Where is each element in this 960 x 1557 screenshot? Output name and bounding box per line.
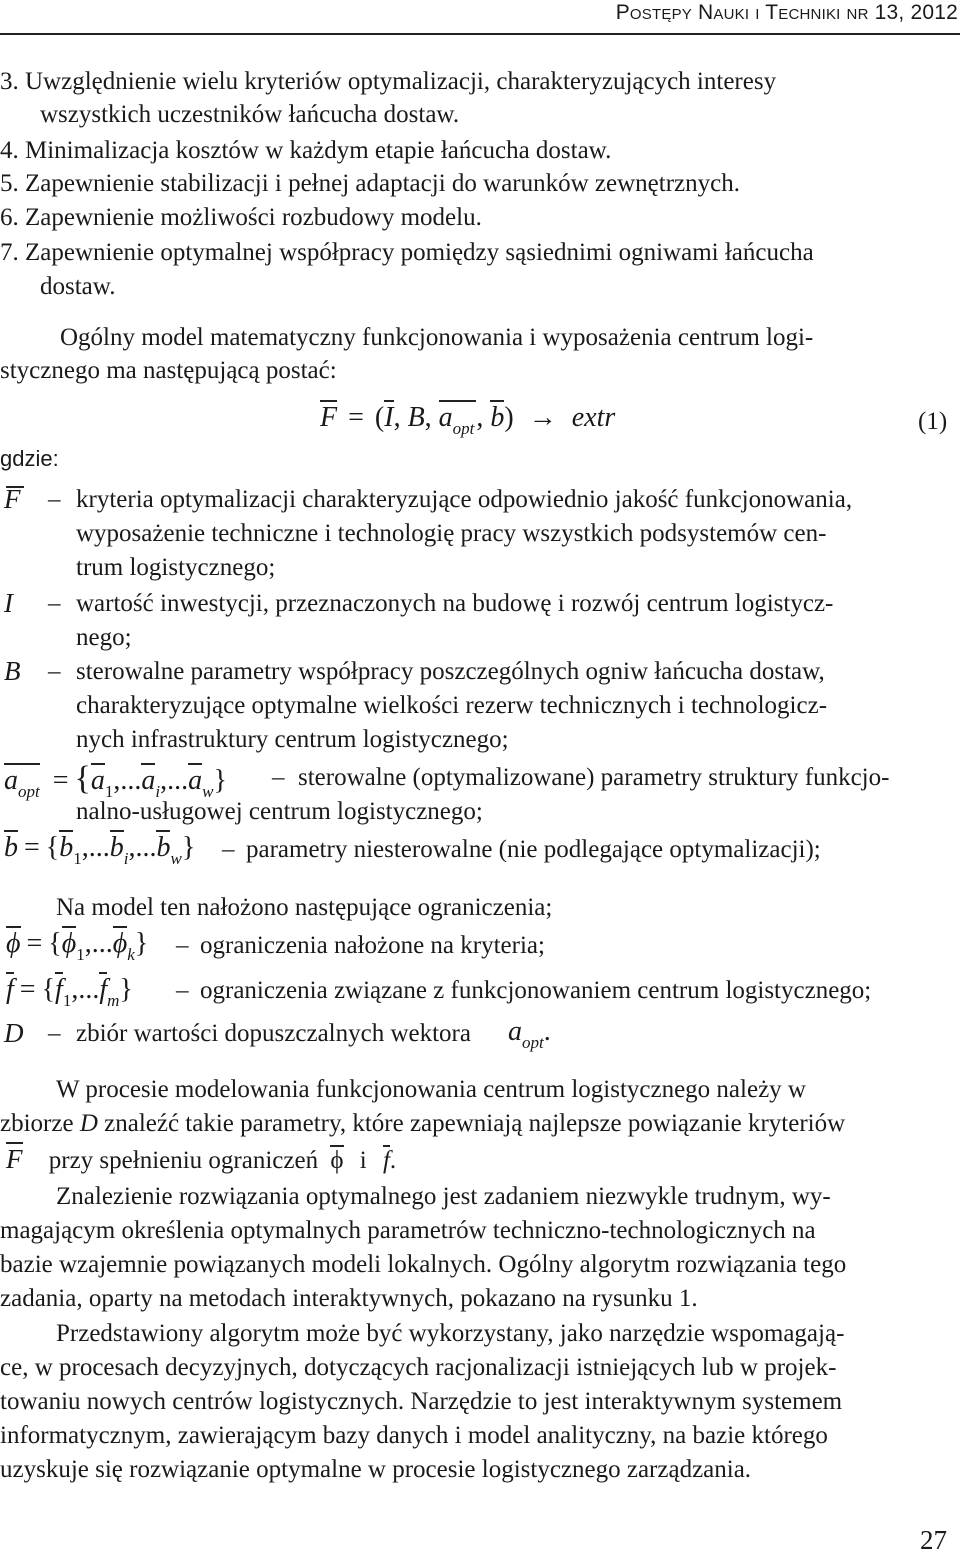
- dash: –: [222, 836, 235, 863]
- def-b-line1: parametry niesterowalne (nie podlegające optymalizacji);: [246, 836, 821, 863]
- list-item-5: 5. Zapewnienie stabilizacji i pełnej adaptacji do warunków zewnętrznych.: [0, 170, 740, 197]
- para3-line3: towaniu nowych centrów logistycznych. Narzędzie to jest interaktywnym systemem: [0, 1388, 843, 1415]
- gdzie-label: gdzie:: [0, 446, 59, 471]
- equation-number: (1): [918, 408, 948, 435]
- para1-line2: zbiorze D znaleźć takie parametry, które zapewniają najlepsze powiązanie kryteriów: [0, 1110, 846, 1137]
- dash: –: [272, 764, 285, 791]
- def-F-line1: kryteria optymalizacji charakteryzujące odpowiednio jakość funkcjonowania,: [76, 486, 853, 513]
- constraints-intro: Na model ten nałożono następujące ograniczenia;: [56, 894, 553, 921]
- list-item-4: 4. Minimalizacja kosztów w każdym etapie łańcucha dostaw.: [0, 137, 612, 164]
- equation-1: F = (I, B, $a_{opt}$, b) → extr: [320, 402, 616, 438]
- dash: –: [48, 486, 61, 513]
- def-B-line1: sterowalne parametry współpracy poszczególnych ogniw łańcucha dostaw,: [76, 658, 825, 685]
- dash: –: [176, 977, 189, 1004]
- dash: –: [48, 658, 61, 685]
- list-item-6: 6. Zapewnienie możliwości rozbudowy modelu.: [0, 204, 482, 231]
- formula-f: $f = \{f_1,...f_m\}$: [6, 974, 133, 1010]
- header-rule: [0, 33, 960, 35]
- symbol-D: D: [4, 1018, 24, 1048]
- def-a-line1: sterowalne (optymalizowane) parametry struktury funkcjo-: [298, 764, 890, 791]
- symbol-F: F: [4, 484, 21, 514]
- constraint-f-text: ograniczenia związane z funkcjonowaniem centrum logistycznego;: [200, 977, 872, 1004]
- formula-b: $b = \{b_1,...b_i,...b_w\}$: [4, 832, 196, 868]
- para2-line3: bazie wzajemnie powiązanych modeli lokalnych. Ogólny algorytm rozwiązania tego: [0, 1251, 847, 1278]
- def-I-line2: nego;: [76, 624, 132, 651]
- formula-phi: $\phi = \{\phi_1,...\phi_k\}$: [6, 928, 149, 964]
- def-a-line2: nalno-usługowej centrum logistycznego;: [76, 798, 483, 825]
- para2-line2: magającym określenia optymalnych parametrów techniczno-technologicznych na: [0, 1217, 816, 1244]
- running-header: Postępy Nauki i Techniki nr 13, 2012: [615, 1, 958, 24]
- formula-a-opt: $a_{opt} = \{a_1,...a_i,...a_w\}$: [4, 760, 227, 801]
- def-F-line2: wyposażenie techniczne i technologię pracy wszystkich podsystemów cen-: [76, 520, 827, 547]
- list-item-7-line2: dostaw.: [40, 273, 116, 300]
- dash: –: [176, 932, 189, 959]
- para3-line5: uzyskuje się rozwiązanie optymalne w procesie logistycznego zarządzania.: [0, 1456, 752, 1483]
- def-B-line3: nych infrastruktury centrum logistycznego;: [76, 726, 509, 753]
- intro-line2: stycznego ma następującą postać:: [0, 357, 337, 384]
- para3-line1: Przedstawiony algorytm może być wykorzystany, jako narzędzie wspomagają-: [56, 1320, 845, 1347]
- list-item-7-line1: 7. Zapewnienie optymalnej współpracy pomiędzy sąsiednimi ogniwami łańcucha: [0, 239, 814, 266]
- list-item-3-line2: wszystkich uczestników łańcucha dostaw.: [40, 101, 460, 128]
- para1-line1: W procesie modelowania funkcjonowania centrum logistycznego należy w: [56, 1076, 806, 1103]
- para3-line4: informatycznym, zawierającym bazy danych i model analityczny, na bazie którego: [0, 1422, 828, 1449]
- symbol-I: I: [4, 588, 13, 618]
- def-I-line1: wartość inwestycji, przeznaczonych na budowę i rozwój centrum logistycz-: [76, 590, 834, 617]
- para2-line1: Znalezienie rozwiązania optymalnego jest zadaniem niezwykle trudnym, wy-: [56, 1183, 831, 1210]
- para1-line3: F przy spełnieniu ograniczeń ϕ i f.: [6, 1144, 397, 1174]
- para2-line4: zadania, oparty na metodach interaktywnych, pokazano na rysunku 1.: [0, 1285, 698, 1312]
- vector-a-opt: $a_{opt}$.: [508, 1016, 551, 1052]
- intro-line1: Ogólny model matematyczny funkcjonowania i wyposażenia centrum logi-: [60, 324, 814, 351]
- def-F-line3: trum logistycznego;: [76, 554, 276, 581]
- constraint-D-text: zbiór wartości dopuszczalnych wektora: [76, 1020, 471, 1047]
- para3-line2: ce, w procesach decyzyjnych, dotyczących racjonalizacji istniejących lub w projek-: [0, 1354, 837, 1381]
- list-item-3-line1: 3. Uwzględnienie wielu kryteriów optymalizacji, charakteryzujących interesy: [0, 68, 777, 95]
- def-B-line2: charakteryzujące optymalne wielkości rezerw technicznych i technologicz-: [76, 692, 828, 719]
- symbol-B: B: [4, 656, 21, 686]
- constraint-phi-text: ograniczenia nałożone na kryteria;: [200, 932, 545, 959]
- dash: –: [48, 1020, 61, 1047]
- dash: –: [48, 590, 61, 617]
- page-number: 27: [920, 1525, 947, 1555]
